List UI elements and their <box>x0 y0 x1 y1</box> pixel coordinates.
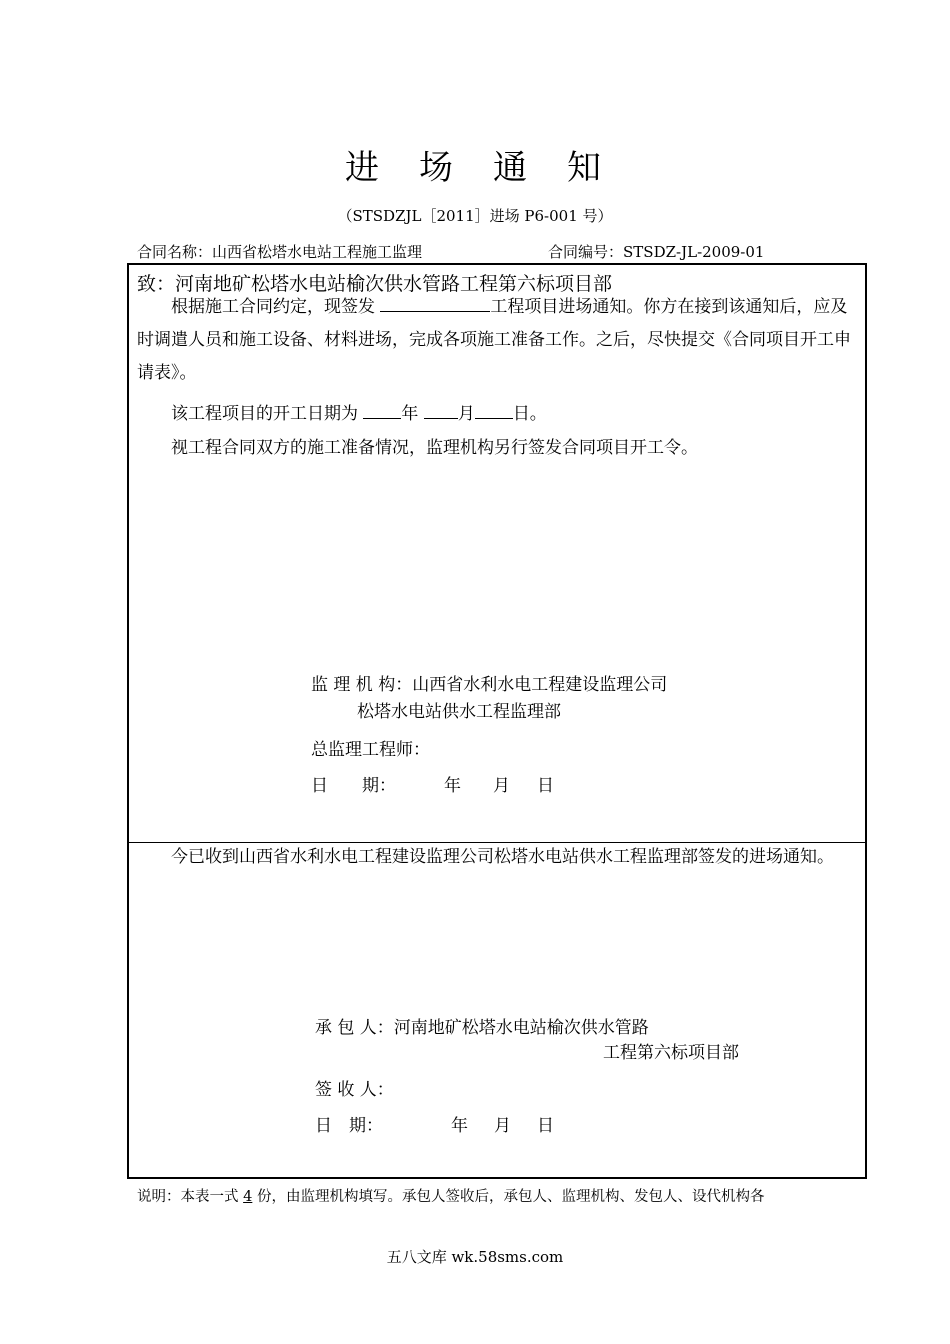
notice-form <box>127 263 867 1179</box>
notice-paragraph-1: 根据施工合同约定，现签发 工程项目进场通知。你方在接到该通知后，应及时调遣人员和施工设备、材料进场，完成各项施工准备工作。之后，尽快提交《合同项目开工申请表》。 <box>137 297 851 383</box>
contract-number-value: STSDZ-JL-2009-01 <box>623 243 765 261</box>
supervisor-org <box>311 670 667 695</box>
year-blank[interactable] <box>363 402 401 419</box>
supervisor-org-name: 山西省水利水电工程建设监理公司 <box>412 675 668 695</box>
day-blank[interactable] <box>475 402 513 419</box>
receipt-date-month: 月 <box>494 1116 511 1136</box>
contract-name-label: 合同名称： <box>137 243 213 261</box>
contractor-name-line1: 河南地矿松塔水电站榆次供水管路 <box>393 1018 649 1038</box>
recipient-line: 致：河南地矿松塔水电站榆次供水管路工程第六标项目部 <box>137 273 613 295</box>
receipt-date-day: 日 <box>537 1116 554 1136</box>
title-char: 场 <box>419 148 457 188</box>
contract-name-value: 山西省松塔水电站工程施工监理 <box>212 243 423 261</box>
title-char: 进 <box>345 148 383 188</box>
contractor <box>315 1013 649 1038</box>
title-char: 知 <box>567 148 605 188</box>
supervisor-date-month: 月 <box>493 776 510 796</box>
signer-label: 签 收 人： <box>315 1080 394 1100</box>
page-title <box>0 140 950 189</box>
contract-name <box>137 241 422 262</box>
contractor-name-line2: 工程第六标项目部 <box>603 1043 739 1063</box>
notice-paragraph-3: 视工程合同双方的施工准备情况，监理机构另行签发合同项目开工令。 <box>171 438 698 458</box>
contractor-label: 承 包 人： <box>315 1018 394 1038</box>
site-watermark: 五八文库 wk.58sms.com <box>386 1248 564 1266</box>
receipt-date-year: 年 <box>451 1116 468 1136</box>
footer-note: 说明：本表一式 4 份，由监理机构填写。承包人签收后，承包人、监理机构、发包人、设代机构各 <box>137 1189 765 1205</box>
project-name-blank[interactable] <box>380 295 490 312</box>
supervisor-date-day: 日 <box>537 776 554 796</box>
receipt-paragraph: 今已收到山西省水利水电工程建设监理公司松塔水电站供水工程监理部签发的进场通知。 <box>171 847 834 867</box>
supervisor-date-year: 年 <box>444 776 461 796</box>
supervisor-date-label: 日 期： <box>311 776 396 796</box>
notice-paragraph-2: 该工程项目的开工日期为 年 月 日。 <box>171 404 547 424</box>
supervisor-dept: 松塔水电站供水工程监理部 <box>357 702 561 722</box>
contract-number-label: 合同编号： <box>548 243 624 261</box>
month-blank[interactable] <box>424 402 458 419</box>
receipt-date-label: 日 期： <box>315 1116 383 1136</box>
document-number: （STSDZJL［2011］进场 P6-001 号） <box>337 207 613 225</box>
contract-number <box>548 241 764 262</box>
title-char: 通 <box>493 148 531 188</box>
chief-engineer-label: 总监理工程师： <box>311 740 430 760</box>
supervisor-org-label: 监 理 机 构： <box>311 675 413 695</box>
copies-count: 4 <box>243 1189 253 1205</box>
